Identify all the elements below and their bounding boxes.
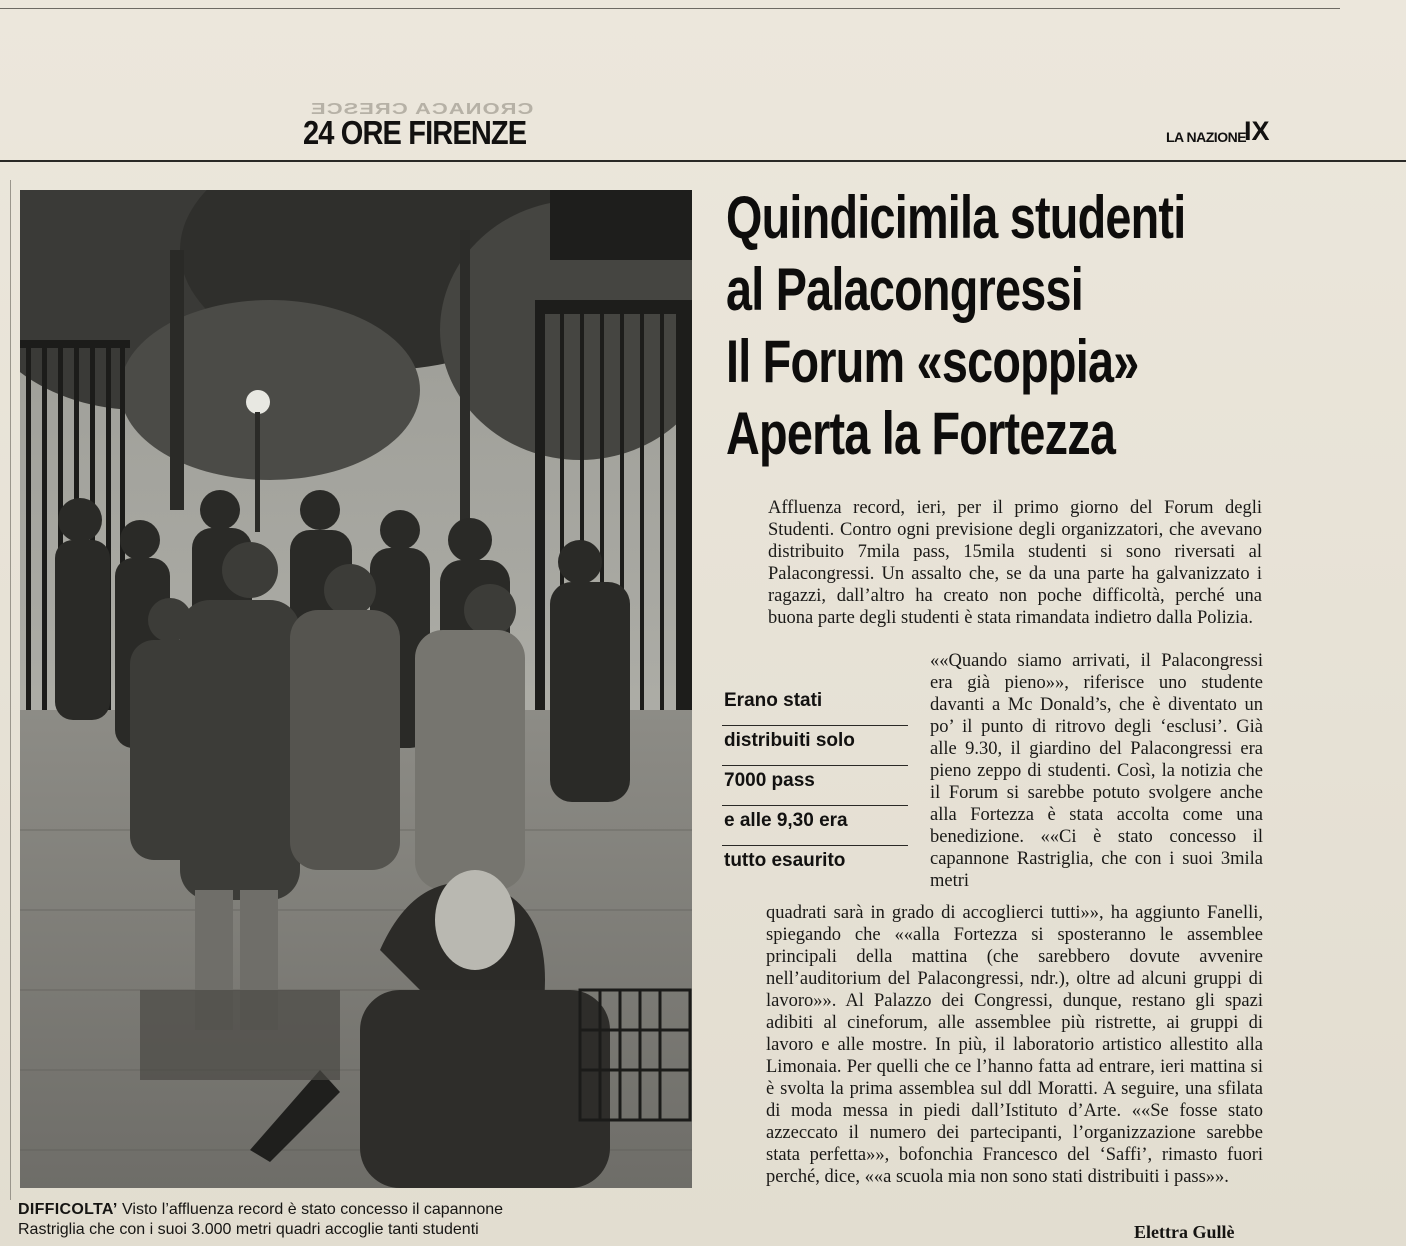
article-column-2: ««Quando siamo arrivati, il Palacongressi era già pieno»», riferisce uno studente davanti a Mc Donald’s, che è diventato un po’ il punto di ritrovo degli ‘esclusi’. Già alle 9.30, il giardino del Palacongressi era pieno zeppo di studenti. Così, la notizia che il Forum si sarebbe potuto svolgere anche alla Fortezza è stata accolta come una benedizione. ««Ci è stato concesso il capannone Rastriglia, che con i suoi 3mila metri [930, 651, 1263, 891]
caption-line-1: Visto l’affluenza record è stato concesso il capannone [117, 1201, 504, 1218]
pull-quote-line-4: e alle 9,30 era [722, 806, 908, 846]
top-rule [0, 8, 1340, 9]
headline-line-1: Quindicimila studenti [726, 184, 1186, 251]
section-title: 24 ORE FIRENZE [303, 114, 527, 151]
caption-line-2: Rastriglia che con i suoi 3.000 metri quadri accoglie tanti studenti [18, 1221, 479, 1238]
pull-quote-line-5: tutto esaurito [724, 850, 846, 871]
byline: Elettra Gullè [1134, 1222, 1235, 1242]
page-number: IX [1244, 116, 1270, 146]
news-photo [20, 190, 692, 1188]
column-rule [10, 180, 11, 1200]
headline [726, 182, 1286, 470]
pull-quote [722, 686, 908, 886]
pull-quote-line-2: distribuiti solo [722, 726, 908, 766]
paper-name: LA NAZIONE [1166, 129, 1247, 145]
headline-line-4: Aperta la Fortezza [726, 400, 1116, 467]
pull-quote-line-1: Erano stati [722, 686, 908, 726]
pull-quote-line-3: 7000 pass [722, 766, 908, 806]
headline-line-2: al Palacongressi [726, 256, 1083, 323]
article-lead: Affluenza record, ieri, per il primo giorno del Forum degli Studenti. Contro ogni previsione degli organizzatori, che avevano distribuito 7mila pass, 15mila studenti si sono riversati al Palacongressi. Un assalto che, se da una parte ha galvanizzato i ragazzi, dall’altro ha creato non poche difficoltà, perché una buona parte degli studenti è stata rimandata indietro dalla Polizia. [768, 498, 1262, 628]
photo-caption [18, 1200, 708, 1240]
crowd-photo-icon [20, 190, 692, 1188]
bleed-through-text: CRONACA CRESCE [310, 99, 534, 118]
headline-line-3: Il Forum «scoppia» [726, 328, 1139, 395]
article-column-3: quadrati sarà in grado di accoglierci tutti»», ha aggiunto Fanelli, spiegando che ««alla Fortezza si sposteranno le assemblee principali della mattina (che sarebbero dovute avvenire nell’auditorium del Palacongressi, ndr.), oltre ad alcuni gruppi di lavoro»». Al Palazzo dei Congressi, dunque, restano gli spazi adibiti al cineforum, alle assemblee più ristrette, ai gruppi di lavoro e alle mostre. In più, il laboratorio artistico allestito alla Limonaia. Per quelli che ce l’hanno fatta ad entrare, ieri mattina si è svolta la prima assemblea sul ddl Moratti. A seguire, una sfilata di moda messa in piedi dall’Istituto d’Arte. ««Se fosse stato azzeccato il numero dei partecipanti, l’organizzazione sarebbe stata perfetta»», bofonchia Francesco del ‘Saffi’, rimasto fuori perché, dice, ««a scuola mia non sono stati distribuiti i pass»». [766, 903, 1263, 1187]
header-rule [0, 160, 1406, 162]
caption-label: DIFFICOLTA’ [18, 1201, 118, 1218]
